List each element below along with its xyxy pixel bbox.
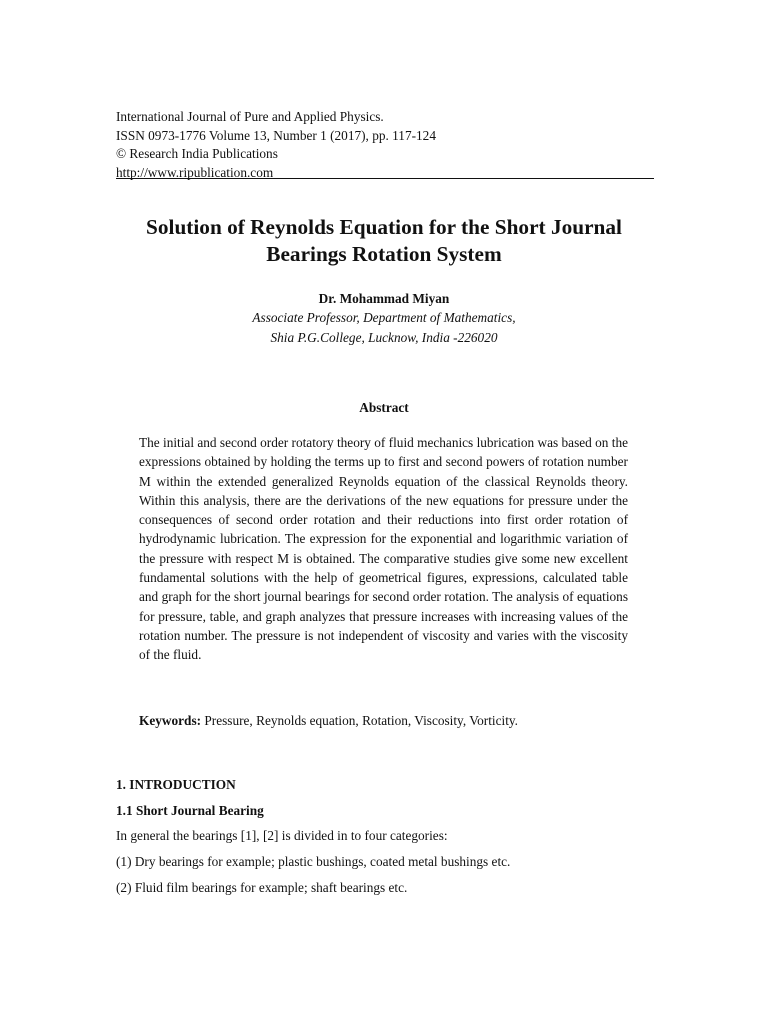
title-line-2: Bearings Rotation System: [266, 242, 502, 266]
author-name: Dr. Mohammad Miyan: [318, 291, 450, 306]
title-line-1: Solution of Reynolds Equation for the Short Journal: [146, 215, 622, 239]
journal-name: International Journal of Pure and Applied Physics.: [116, 109, 384, 124]
section-heading-introduction: 1. INTRODUCTION: [116, 777, 236, 792]
list-item-dry-bearings: (1) Dry bearings for example; plastic bushings, coated metal bushings etc.: [116, 854, 511, 869]
intro-paragraph: In general the bearings [1], [2] is divided in to four categories:: [116, 828, 448, 843]
affiliation-line-2: Shia P.G.College, Lucknow, India -226020: [270, 330, 498, 345]
affiliation-line-1: Associate Professor, Department of Mathematics,: [252, 310, 516, 325]
list-item-fluid-film-bearings: (2) Fluid film bearings for example; shaft bearings etc.: [116, 880, 408, 895]
subsection-heading-short-journal-bearing: 1.1 Short Journal Bearing: [116, 803, 264, 818]
keywords-line: [139, 711, 628, 730]
issn-volume-line: ISSN 0973-1776 Volume 13, Number 1 (2017), pp. 117-124: [116, 127, 436, 143]
abstract-text: The initial and second order rotatory theory of fluid mechanics lubrication was based on the expressions obtained by holding the terms up to first and second powers of rotation number M within the extended generalized Reynolds equation of the classical Reynolds theory. Within this analysis, there are the derivations of the new equations for pressure under the consequences of second order rotation and their reductions into first order rotation of hydrodynamic lubrication. The expression for the exponential and logarithmic variation of the pressure with respect M is obtained. The comparative studies give some new excellent fundamental solutions with the help of geometrical figures, expressions, calculated table and graph for the short journal bearings for second order rotation. The analysis of equations for pressure, table, and graph analyzes that pressure increases with increasing values of the rotation number. The pressure is not independent of viscosity and varies with the viscosity of the fluid.: [139, 435, 628, 663]
keywords-label: Keywords:: [139, 713, 202, 728]
author-block: [100, 290, 668, 348]
publisher-line: © Research India Publications: [116, 146, 278, 161]
keywords-text: Pressure, Reynolds equation, Rotation, Viscosity, Vorticity.: [201, 713, 519, 728]
header-divider: [116, 178, 654, 179]
abstract-heading: Abstract: [359, 400, 409, 415]
journal-header: [116, 108, 654, 182]
paper-title: [100, 214, 668, 268]
publisher-url[interactable]: http://www.ripublication.com: [116, 164, 274, 180]
